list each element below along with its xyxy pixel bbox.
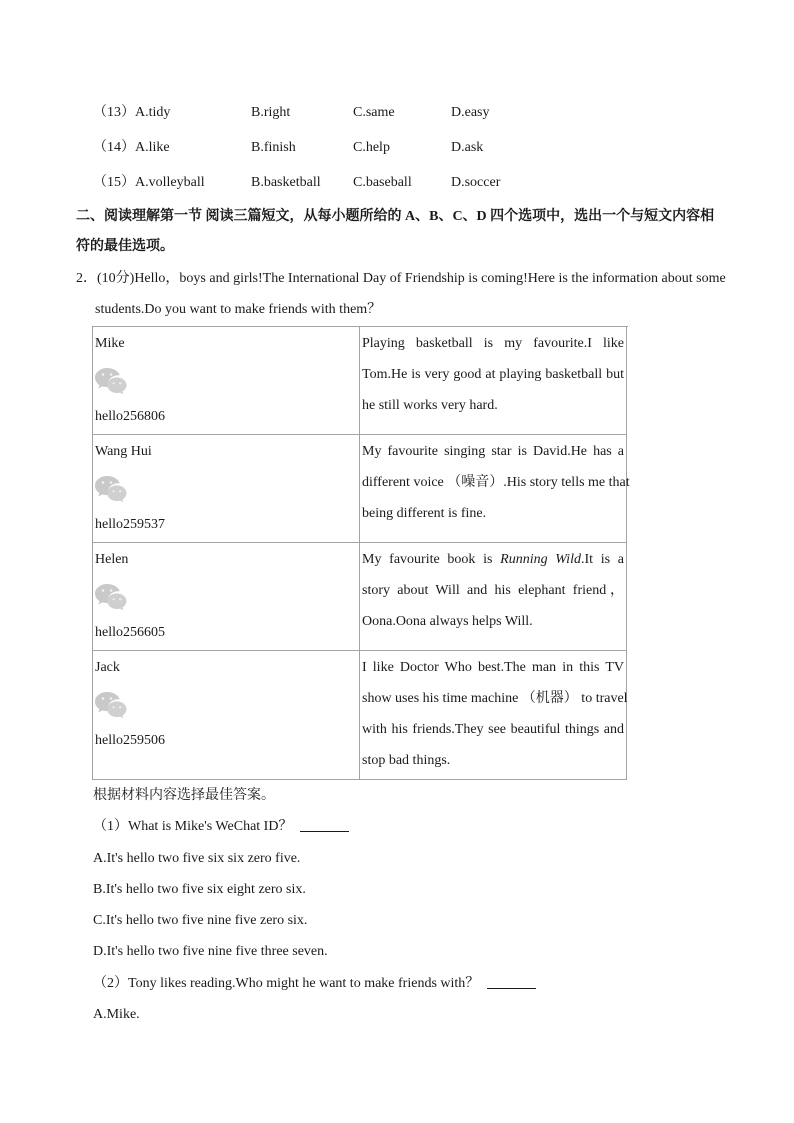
profile-cell <box>93 327 360 435</box>
question-2-intro-line-2: students.Do you want to make friends with them？ <box>95 302 382 317</box>
description-line: Oona.Oona always helps Will. <box>362 614 533 629</box>
description-line: I like Doctor Who best.The man in this TV <box>362 660 624 675</box>
description-line <box>362 544 624 575</box>
description-text: My favourite book is <box>362 552 501 567</box>
description-line: stop bad things. <box>362 753 451 768</box>
choice-b: B.It's hello two five six eight zero six. <box>93 881 306 897</box>
instruction: 根据材料内容选择最佳答案。 <box>93 788 275 803</box>
profile-description <box>360 651 627 780</box>
question-2-intro-line-1: 2．(10分)Hello，boys and girls!The International Day of Friendship is coming!Here is the information about some <box>76 271 726 286</box>
option-a: （14）A.like <box>93 140 170 155</box>
description-line: show uses his time machine （机器） to travel <box>362 691 628 706</box>
wechat-icon-graphic <box>95 691 127 718</box>
option-d: D.ask <box>451 140 484 155</box>
profile-name: Jack <box>95 660 120 675</box>
option-b: B.basketball <box>251 175 321 190</box>
profile-name: Wang Hui <box>95 444 152 459</box>
profile-name: Mike <box>95 336 125 351</box>
option-d: D.easy <box>451 105 490 120</box>
table-row <box>93 651 628 780</box>
wechat-icon-graphic <box>95 475 127 502</box>
table-row <box>93 435 628 543</box>
sub-question-2 <box>93 968 536 999</box>
option-a: （15）A.volleyball <box>93 175 205 190</box>
question-stem: （1）What is Mike's WeChat ID？ <box>93 819 293 835</box>
choice-d: D.It's hello two five nine five three seven. <box>93 944 328 960</box>
profile-description <box>360 543 627 651</box>
profile-cell <box>93 651 360 780</box>
choice-a: A.Mike. <box>93 1007 140 1023</box>
option-d: D.soccer <box>451 175 501 190</box>
option-b: B.finish <box>251 140 296 155</box>
book-title: Running Wild <box>500 552 581 567</box>
wechat-icon-graphic <box>95 367 127 394</box>
description-line: he still works very hard. <box>362 398 498 413</box>
profile-table <box>92 326 628 780</box>
profile-name: Helen <box>95 552 129 567</box>
option-b: B.right <box>251 105 291 120</box>
description-text: .It is a <box>580 552 624 567</box>
choice-c: C.It's hello two five nine five zero six. <box>93 913 308 929</box>
option-row-15 <box>0 173 794 193</box>
option-row-13 <box>0 103 794 123</box>
section-heading-line-2: 符的最佳选项。 <box>76 239 174 254</box>
option-c: C.help <box>353 140 390 155</box>
description-line: story about Will and his elephant friend， <box>362 583 624 598</box>
choice-a: A.It's hello two five six six zero five. <box>93 850 301 866</box>
table-row <box>93 327 628 435</box>
description-line: different voice （噪音）.His story tells me that <box>362 475 630 490</box>
profile-description <box>360 435 630 543</box>
section-heading-line-1: 二、阅读理解第一节 阅读三篇短文，从每小题所给的 A、B、C、D 四个选项中，选出一个与短文内容相 <box>76 209 715 224</box>
wechat-id: hello256806 <box>95 409 165 424</box>
option-a: （13）A.tidy <box>93 105 171 120</box>
description-line: My favourite singing star is David.He has a <box>362 444 624 459</box>
profile-cell <box>93 543 360 651</box>
wechat-id: hello256605 <box>95 625 165 640</box>
wechat-icon <box>95 359 356 401</box>
description-line: Tom.He is very good at playing basketball but <box>362 367 624 382</box>
wechat-icon <box>95 575 356 617</box>
wechat-icon <box>95 683 356 725</box>
wechat-icon <box>95 467 356 509</box>
questions-block <box>93 780 536 1030</box>
profile-cell <box>93 435 360 543</box>
answer-blank <box>487 974 536 989</box>
wechat-icon-graphic <box>95 583 127 610</box>
option-c: C.same <box>353 105 395 120</box>
description-line: being different is fine. <box>362 506 487 521</box>
wechat-id: hello259506 <box>95 733 165 748</box>
profile-description <box>360 327 627 435</box>
description-line: Playing basketball is my favourite.I like <box>362 336 624 351</box>
table-row <box>93 543 628 651</box>
description-line: with his friends.They see beautiful things and <box>362 722 624 737</box>
wechat-id: hello259537 <box>95 517 165 532</box>
option-c: C.baseball <box>353 175 412 190</box>
answer-blank <box>300 817 349 832</box>
sub-question-1 <box>93 811 536 842</box>
question-stem: （2）Tony likes reading.Who might he want to make friends with？ <box>93 975 480 991</box>
option-row-14 <box>0 138 794 158</box>
